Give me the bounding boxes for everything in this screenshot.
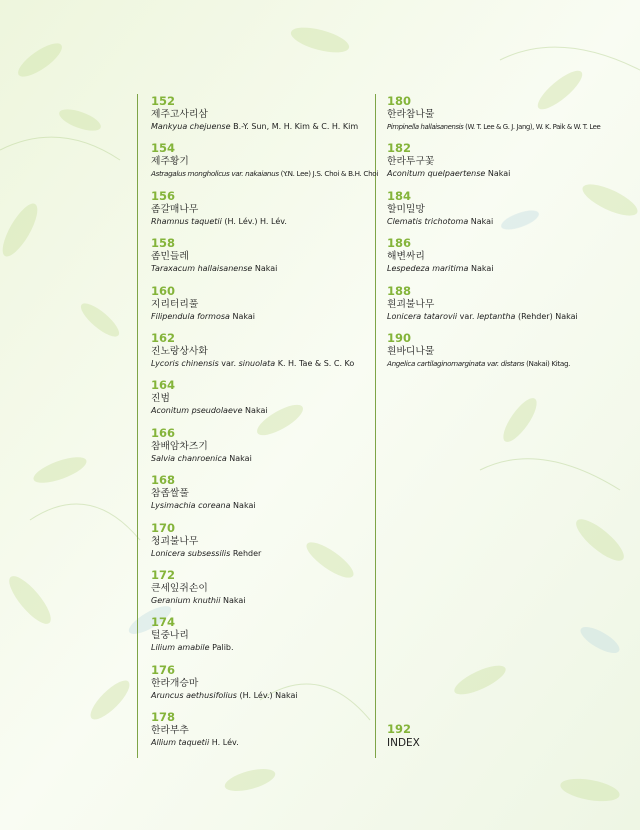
scientific-name-author: Nakai — [220, 595, 246, 605]
toc-entry[interactable] — [151, 568, 373, 615]
scientific-name-author: (Rehder) Nakai — [515, 311, 578, 321]
scientific-name — [151, 121, 373, 133]
scientific-name — [151, 595, 373, 607]
toc-entry[interactable] — [387, 331, 632, 378]
scientific-name-author: Nakai — [229, 311, 255, 321]
scientific-name — [151, 737, 373, 749]
page-number: 182 — [387, 141, 412, 156]
toc-entry[interactable] — [151, 663, 373, 710]
scientific-name-italic: Lysimachia coreana — [151, 501, 231, 511]
korean-name: 큰세잎쥐손이 — [151, 582, 208, 594]
index-label: INDEX — [387, 737, 420, 749]
scientific-name — [387, 311, 632, 323]
korean-name: 좀민들레 — [151, 251, 189, 263]
scientific-name — [151, 642, 373, 654]
scientific-name-author: Rehder — [230, 548, 262, 558]
toc-entry[interactable] — [151, 284, 373, 331]
korean-name: 한라개승마 — [151, 677, 199, 689]
page-number: 166 — [151, 425, 176, 440]
korean-name: 진노랑상사화 — [151, 345, 208, 357]
toc-entry[interactable] — [387, 236, 632, 283]
toc-entry[interactable] — [151, 521, 373, 568]
toc-entry[interactable] — [387, 141, 632, 188]
korean-name: 참좁쌀풀 — [151, 488, 189, 500]
korean-name: 진범 — [151, 393, 170, 405]
scientific-name-author: Nakai — [242, 406, 268, 416]
toc-entry[interactable] — [151, 189, 373, 236]
scientific-name — [151, 500, 373, 512]
korean-name: 제주고사리삼 — [151, 109, 208, 120]
scientific-name-italic: Lycoris chinensis — [151, 358, 219, 368]
korean-name: 한라투구꽃 — [387, 156, 435, 168]
scientific-name-connector: var. — [218, 358, 239, 368]
korean-name: 흰괴불나무 — [387, 298, 435, 310]
toc-entry[interactable] — [151, 426, 373, 473]
scientific-name — [387, 216, 632, 228]
scientific-name-italic: Aruncus aethusifolius — [151, 690, 237, 700]
page-number: 184 — [387, 188, 412, 203]
scientific-name-author: (Y.N. Lee) J.S. Choi & B.H. Choi — [278, 169, 378, 179]
korean-name: 참배암차즈기 — [151, 440, 208, 452]
scientific-name-author: H. Lév. — [209, 738, 239, 748]
page-number: 172 — [151, 567, 176, 582]
right-column — [387, 94, 632, 378]
scientific-name-italic: Lilium amabile — [151, 643, 210, 653]
scientific-name — [151, 358, 373, 370]
scientific-name-author: Nakai — [468, 264, 494, 274]
toc-entry[interactable] — [151, 615, 373, 662]
scientific-name-italic: Angelica cartilaginomarginata var. distans — [387, 358, 525, 368]
scientific-name — [151, 216, 373, 228]
scientific-name — [387, 358, 632, 370]
page-number: 160 — [151, 283, 176, 298]
scientific-name-author: Nakai — [468, 216, 494, 226]
scientific-name-italic: Aconitum quelpaertense — [387, 169, 486, 179]
scientific-name-italic: Lonicera tatarovii — [387, 311, 458, 321]
page-number: 156 — [151, 188, 176, 203]
scientific-name-author: Nakai — [226, 453, 252, 463]
scientific-name-author: K. H. Tae & S. C. Ko — [275, 358, 355, 368]
scientific-name — [151, 263, 373, 275]
left-column-rule — [137, 94, 138, 758]
korean-name: 한라참나물 — [387, 109, 435, 120]
page-number: 186 — [387, 236, 412, 251]
scientific-name-author: (Nakai) Kitag. — [524, 358, 571, 368]
page-number: 164 — [151, 378, 176, 393]
index-page-number: 192 — [387, 722, 412, 736]
scientific-name-author: B.-Y. Sun, M. H. Kim & C. H. Kim — [230, 122, 359, 131]
scientific-name-italic-variety: leptantha — [476, 311, 516, 321]
scientific-name-italic: Allium taquetii — [151, 738, 210, 748]
scientific-name-italic: Clematis trichotoma — [387, 216, 469, 226]
korean-name: 흰바디나물 — [387, 345, 435, 357]
scientific-name — [151, 690, 373, 702]
page-number: 170 — [151, 520, 176, 535]
scientific-name-author: Nakai — [230, 501, 256, 511]
korean-name: 할미밀망 — [387, 203, 425, 215]
page-number: 174 — [151, 615, 176, 630]
scientific-name-author: Nakai — [252, 264, 278, 274]
scientific-name — [151, 453, 373, 465]
korean-name: 지리터리풀 — [151, 298, 199, 310]
scientific-name-italic: Astragalus mongholicus var. nakaianus — [151, 169, 279, 179]
scientific-name — [151, 168, 378, 180]
scientific-name — [387, 168, 632, 180]
page-number: 154 — [151, 141, 176, 156]
scientific-name — [151, 405, 373, 417]
scientific-name — [387, 263, 632, 275]
page-number: 162 — [151, 330, 176, 345]
korean-name: 해변싸리 — [387, 251, 425, 263]
page-number: 180 — [387, 94, 412, 108]
page-number: 176 — [151, 662, 176, 677]
scientific-name-italic: Lonicera subsessilis — [151, 548, 231, 558]
toc-entry[interactable] — [151, 473, 373, 520]
page-number: 188 — [387, 283, 412, 298]
scientific-name-italic: Geranium knuthii — [151, 595, 221, 605]
scientific-name-author: Nakai — [485, 169, 511, 179]
scientific-name-italic: Taraxacum hallaisanense — [151, 264, 253, 274]
toc-entry[interactable] — [387, 189, 632, 236]
korean-name: 한라부추 — [151, 725, 189, 737]
toc-entry[interactable] — [387, 284, 632, 331]
left-column — [151, 94, 378, 757]
scientific-name-italic: Aconitum pseudolaeve — [151, 406, 243, 416]
korean-name: 털중나리 — [151, 630, 189, 642]
scientific-name-author: (H. Lév.) H. Lév. — [221, 216, 287, 226]
scientific-name-author: Palib. — [209, 643, 234, 653]
scientific-name — [387, 121, 632, 133]
scientific-name-italic: Lespedeza maritima — [387, 264, 469, 274]
toc-entry[interactable] — [151, 378, 373, 425]
index-entry[interactable] — [387, 722, 420, 750]
toc-entry[interactable] — [151, 94, 373, 141]
scientific-name-italic-variety: sinuolata — [238, 358, 276, 368]
toc-entry[interactable] — [151, 141, 378, 188]
page-number: 168 — [151, 473, 176, 488]
scientific-name-italic: Filipendula formosa — [151, 311, 230, 321]
right-column-rule — [375, 94, 376, 758]
toc-entry[interactable] — [151, 710, 373, 757]
korean-name: 제주황기 — [151, 156, 189, 168]
scientific-name-author: (W. T. Lee & G. J. Jang), W. K. Paik & W. T. Lee — [463, 123, 601, 131]
page-number: 178 — [151, 710, 176, 725]
scientific-name-italic: Pimpinella hallaisanensis — [387, 123, 464, 131]
scientific-name-italic: Mankyua chejuense — [151, 122, 231, 131]
korean-name: 좀갈매나무 — [151, 203, 199, 215]
page-number: 190 — [387, 330, 412, 345]
scientific-name — [151, 548, 373, 560]
page-number: 158 — [151, 236, 176, 251]
scientific-name — [151, 311, 373, 323]
korean-name: 청괴불나무 — [151, 535, 199, 547]
toc-entry[interactable] — [151, 236, 373, 283]
scientific-name-italic: Salvia chanroenica — [151, 453, 227, 463]
page-number: 152 — [151, 94, 176, 108]
scientific-name-connector: var. — [457, 311, 477, 321]
scientific-name-italic: Rhamnus taquetii — [151, 216, 222, 226]
toc-entry[interactable] — [387, 94, 632, 141]
toc-entry[interactable] — [151, 331, 373, 378]
scientific-name-author: (H. Lév.) Nakai — [236, 690, 298, 700]
